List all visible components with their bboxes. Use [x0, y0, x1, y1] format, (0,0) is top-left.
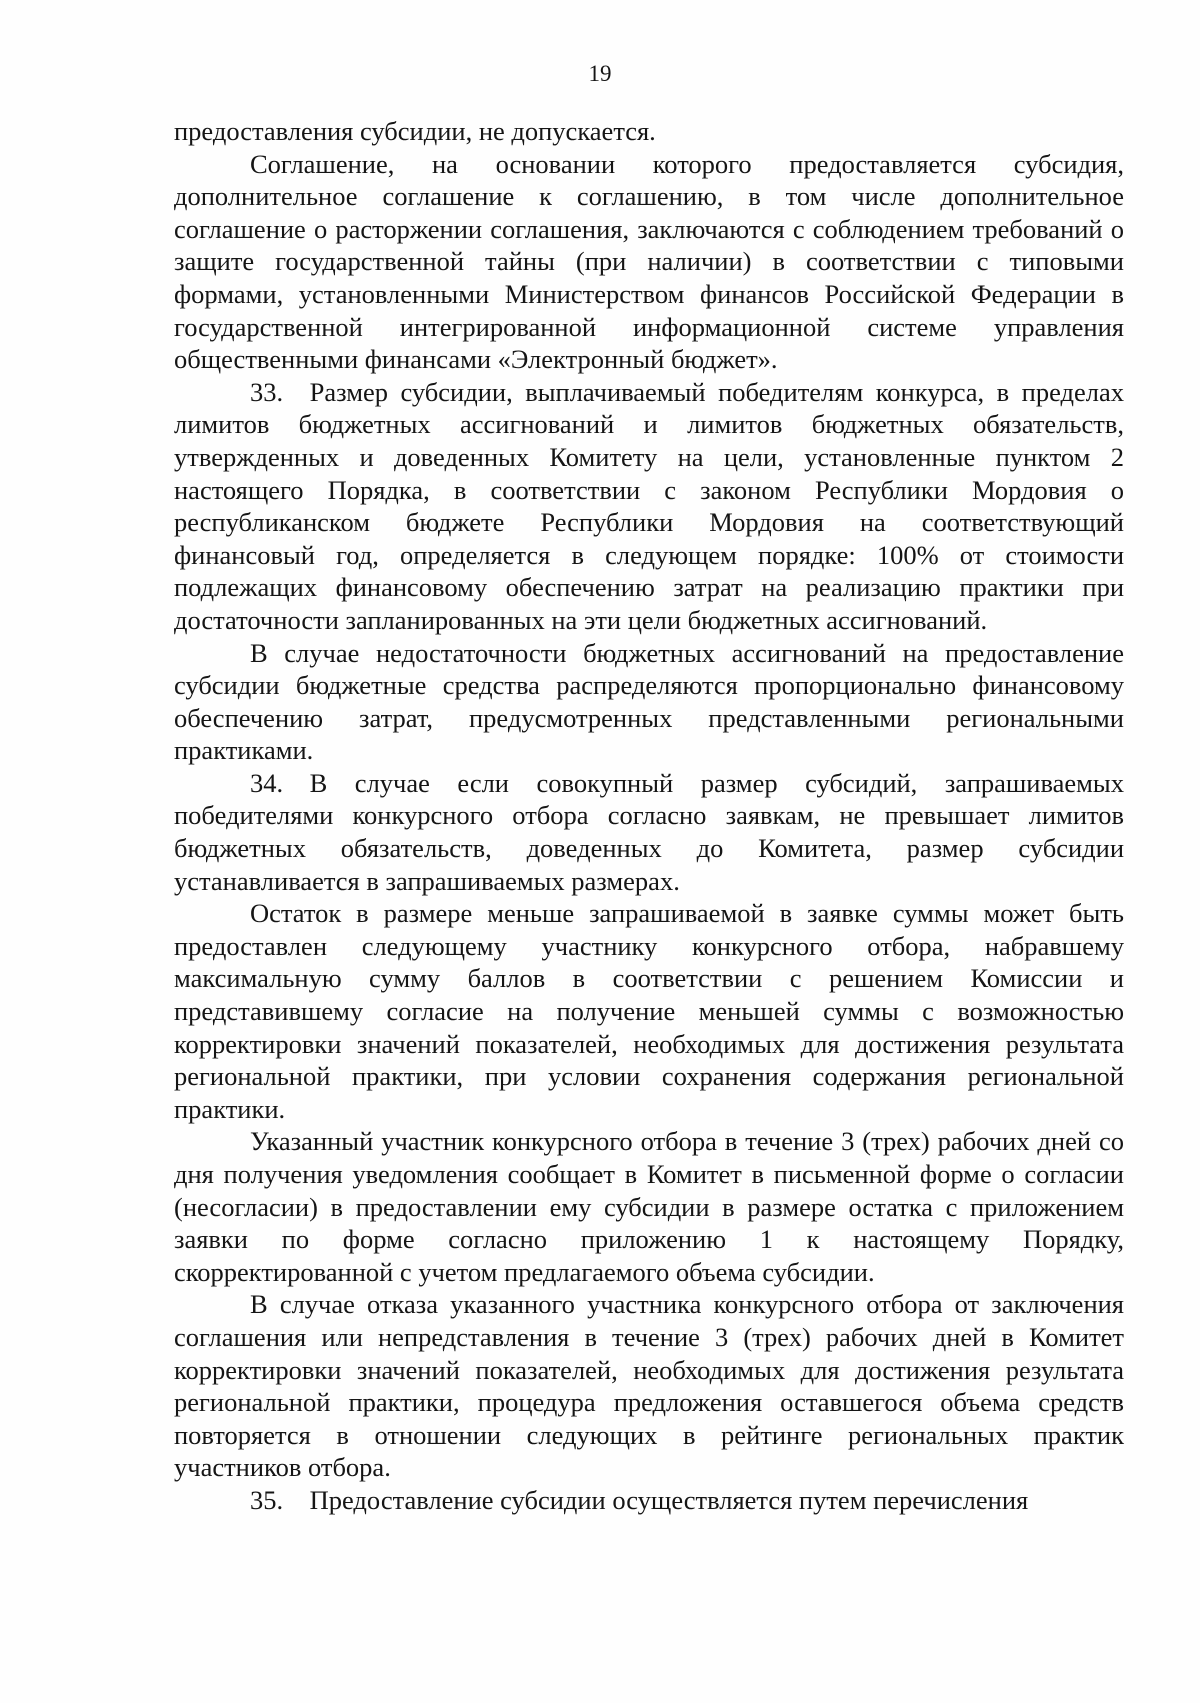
document-body [174, 115, 1124, 1517]
paragraph-item-33: 33. Размер субсидии, выплачиваемый победителям конкурса, в пределах лимитов бюджетных ассигнований и лимитов бюджетных обязательств, утвержденных и доведенных Комитету на цели, установленные пунктом 2 настоящего Порядка, в соответствии с законом Республики Мордовия о республиканском бюджете Республики Мордовия на соответствующий финансовый год, определяется в следующем порядке: 100% от стоимости подлежащих финансовому обеспечению затрат на реализацию практики при достаточности запланированных на эти цели бюджетных ассигнований. [174, 376, 1124, 635]
paragraph: предоставления субсидии, не допускается. [174, 116, 656, 146]
paragraph-item-34: 34. В случае если совокупный размер субсидий, запрашиваемых победителями конкурсного отбора согласно заявкам, не превышает лимитов бюджетных обязательств, доведенных до Комитета, размер субсидии устанавливается в запрашиваемых размерах. [174, 767, 1124, 896]
paragraph: Соглашение, на основании которого предоставляется субсидия, дополнительное соглашение к соглашению, в том числе дополнительное соглашение о расторжении соглашения, заключаются с соблюдением требований о защите государственной тайны (при наличии) в соответствии с типовыми формами, установленными Министерством финансов Российской Федерации в государственной интегрированной информационной системе управления общественными финансами «Электронный бюджет». [174, 148, 1124, 375]
paragraph: Остаток в размере меньше запрашиваемой в заявке суммы может быть предоставлен следующему участнику конкурсного отбора, набравшему максимальную сумму баллов в соответствии с решением Комиссии и представившему согласие на получение меньшей суммы с возможностью корректировки значений показателей, необходимых для достижения результата региональной практики, при условии сохранения содержания региональной практики. [174, 898, 1124, 1124]
paragraph-item-35: 35. Предоставление субсидии осуществляется путем перечисления [250, 1484, 1029, 1515]
paragraph: Указанный участник конкурсного отбора в течение 3 (трех) рабочих дней со дня получения уведомления сообщает в Комитет в письменной форме о согласии (несогласии) в предоставлении ему субсидии в размере остатка с приложением заявки по форме согласно приложению 1 к настоящему Порядку, скорректированной с учетом предлагаемого объема субсидии. [174, 1126, 1124, 1287]
paragraph: В случае недостаточности бюджетных ассигнований на предоставление субсидии бюджетные средства распределяются пропорционально финансовому обеспечению затрат, предусмотренных представленными региональными практиками. [174, 637, 1124, 766]
paragraph: В случае отказа указанного участника конкурсного отбора от заключения соглашения или непредставления в течение 3 (трех) рабочих дней в Комитет корректировки значений показателей, необходимых для достижения результата региональной практики, процедура предложения оставшегося объема средств повторяется в отношении следующих в рейтинге региональных практик участников отбора. [174, 1289, 1124, 1483]
page-number: 19 [588, 61, 612, 86]
